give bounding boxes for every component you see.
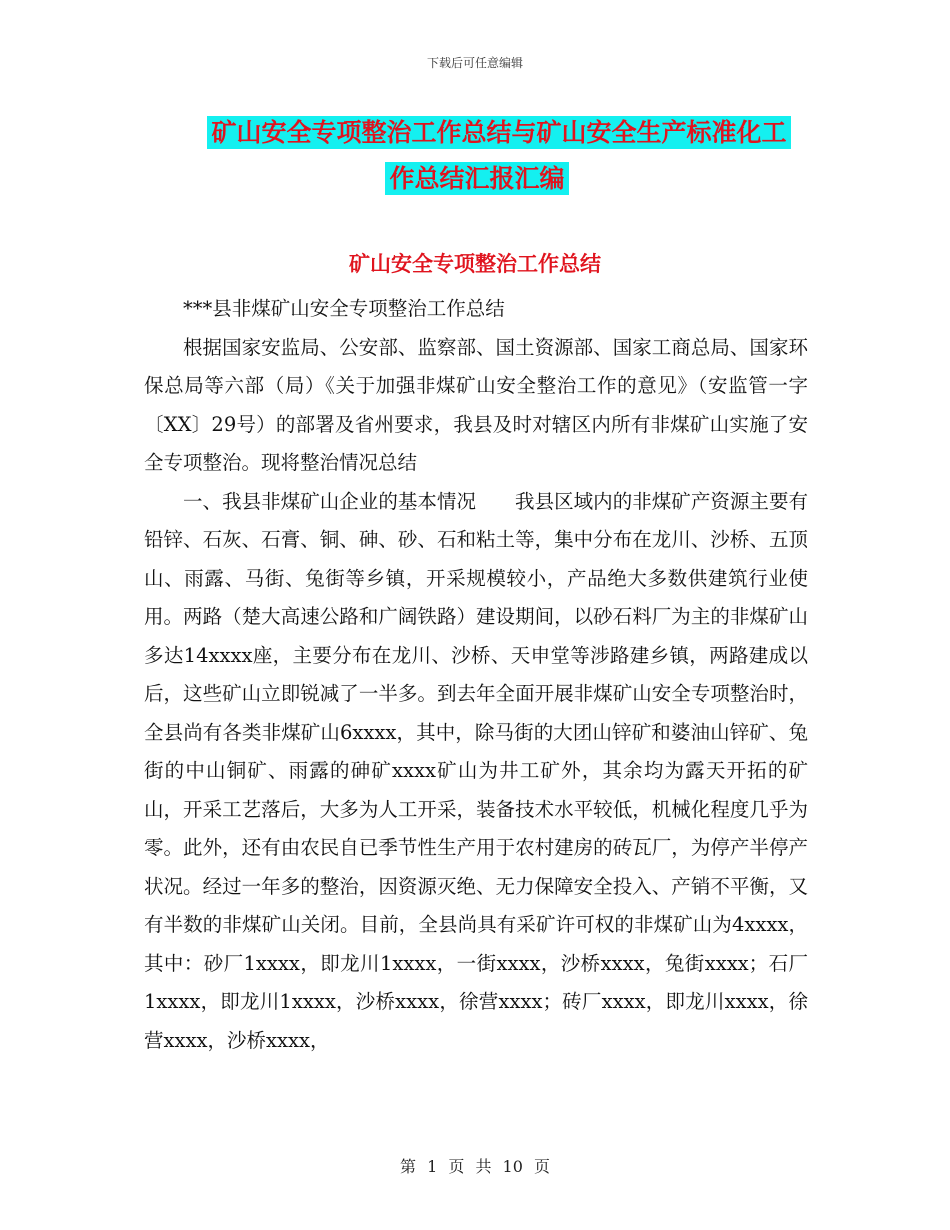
title-highlight-2: 作总结汇报汇编 <box>385 162 568 195</box>
paragraph-intro: 根据国家安监局、公安部、监察部、国土资源部、国家工商总局、国家环保总局等六部（局）《关于加强非煤矿山安全整治工作的意见》（安监管一字〔XX〕29号）的部署及省州要求，我县及时对辖区内所有非煤矿山实施了安全专项整治。现将整治情况总结 <box>144 335 808 474</box>
page-footer: 第 1 页 共 10 页 <box>400 1157 550 1176</box>
document-title-line-1 <box>0 110 950 156</box>
document-title <box>0 110 950 202</box>
paragraph-subtitle: ***县非煤矿山安全专项整治工作总结 <box>183 297 505 320</box>
paragraph-basic-situation: 一、我县非煤矿山企业的基本情况 我县区域内的非煤矿产资源主要有铅锌、石灰、石膏、铜、砷、砂、石和粘土等，集中分布在龙川、沙桥、五顶山、雨露、马街、兔街等乡镇，开采规模较小，产品绝大多数供建筑行业使用。两路（楚大高速公路和广阔铁路）建设期间，以砂石料厂为主的非煤矿山多达14xxxx座，主要分布在龙川、沙桥、天申堂等涉路建乡镇，两路建成以后，这些矿山立即锐减了一半多。到去年全面开展非煤矿山安全专项整治时，全县尚有各类非煤矿山6xxxx，其中，除马街的大团山锌矿和婆油山锌矿、兔街的中山铜矿、雨露的砷矿xxxx矿山为井工矿外，其余均为露天开拓的矿山，开采工艺落后，大多为人工开采，装备技术水平较低，机械化程度几乎为零。此外，还有由农民自已季节性生产用于农村建房的砖瓦厂，为停产半停产状况。经过一年多的整治，因资源灭绝、无力保障安全投入、产销不平衡，又有半数的非煤矿山关闭。目前，全县尚具有采矿许可权的非煤矿山为4xxxx，其中：砂厂1xxxx，即龙川1xxxx，一街xxxx，沙桥xxxx，兔街xxxx；石厂1xxxx，即龙川1xxxx，沙桥xxxx，徐营xxxx；砖厂xxxx，即龙川xxxx，徐营xxxx，沙桥xxxx， <box>144 489 808 1052</box>
title-highlight-1: 矿山安全专项整治工作总结与矿山安全生产标准化工 <box>207 116 790 149</box>
section-heading: 矿山安全专项整治工作总结 <box>349 252 601 276</box>
header-note: 下载后可任意编辑 <box>426 56 523 70</box>
body-text <box>144 290 808 1060</box>
document-title-line-2 <box>0 156 950 202</box>
